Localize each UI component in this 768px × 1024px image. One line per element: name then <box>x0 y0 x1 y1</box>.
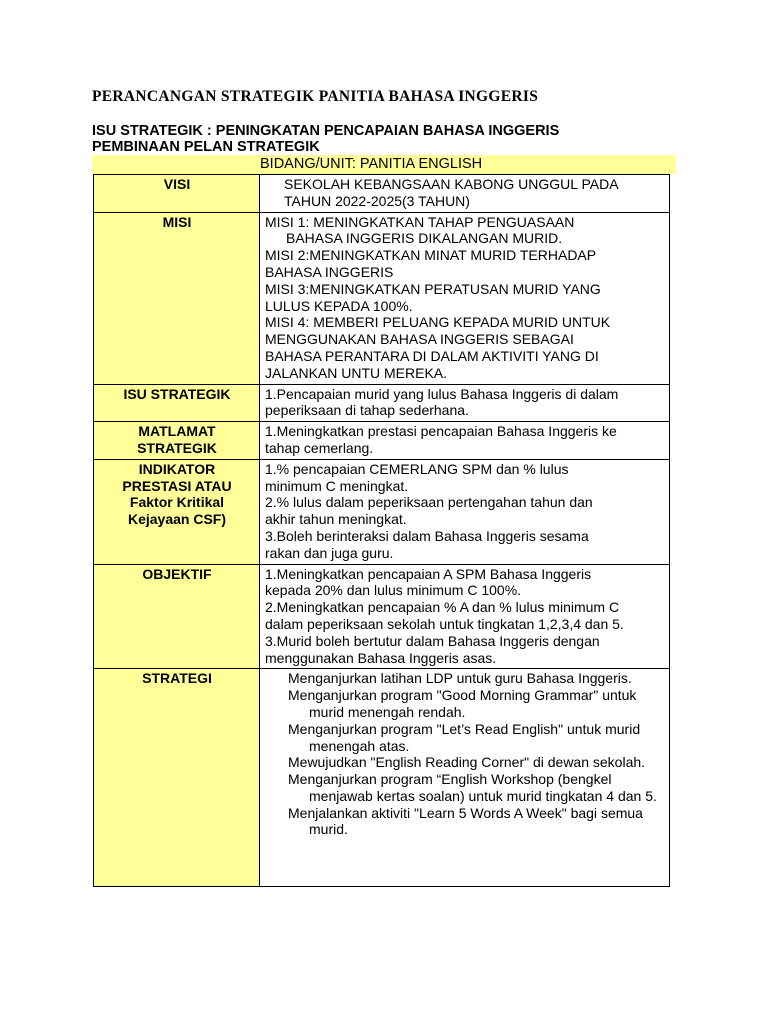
isu-line: peperiksaan di tahap sederhana. <box>265 402 469 419</box>
indikator-line: minimum C meningkat. <box>265 477 409 494</box>
objektif-line: 2.Meningkatkan pencapaian % A dan % lulus minimum C <box>265 599 620 616</box>
row-label-indikator <box>94 459 260 564</box>
matlamat-line: 1.Meningkatkan prestasi pencapaian Bahasa Inggeris ke <box>265 423 617 440</box>
row-content-objektif <box>260 564 670 669</box>
indikator-label-line: PRESTASI ATAU <box>122 477 232 494</box>
objektif-line: menggunakan Bahasa Inggeris asas. <box>265 649 497 666</box>
table-row-strategi <box>94 669 670 887</box>
strategy-item: Menganjurkan program "Good Morning Grammar" untuk murid menengah rendah. <box>288 687 637 720</box>
row-content-visi <box>260 175 670 213</box>
misi-line: MENGGUNAKAN BAHASA INGGERIS SEBAGAI <box>265 331 574 348</box>
visi-line: TAHUN 2022-2025(3 TAHUN) <box>284 192 470 209</box>
misi-line: MISI 3:MENINGKATKAN PERATUSAN MURID YANG <box>265 280 601 297</box>
page-title: PERANCANGAN STRATEGIK PANITIA BAHASA INGGERIS <box>92 88 539 105</box>
indikator-label-line: Faktor Kritikal <box>129 494 225 511</box>
visi-line: SEKOLAH KEBANGSAAN KABONG UNGGUL PADA <box>284 176 619 192</box>
misi-line: MISI 4: MEMBERI PELUANG KEPADA MURID UNTUK <box>265 314 611 331</box>
row-content-matlamat <box>260 422 670 460</box>
misi-line: BAHASA INGGERIS <box>265 263 394 280</box>
row-label-misi: MISI <box>94 212 260 384</box>
row-label-objektif: OBJEKTIF <box>94 564 260 669</box>
strategy-table <box>93 174 670 887</box>
table-row-matlamat <box>94 422 670 460</box>
strategy-item: Menganjurkan program "Let’s Read English" untuk murid menengah atas. <box>288 720 641 754</box>
matlamat-label-line: STRATEGIK <box>137 439 217 456</box>
matlamat-label-line: MATLAMAT <box>138 423 216 440</box>
indikator-label-line: Kejayaan CSF) <box>127 511 227 528</box>
row-label-strategi: STRATEGI <box>94 669 260 887</box>
strategic-issue-heading <box>92 123 559 155</box>
indikator-line: 2.% lulus dalam peperiksaan pertengahan tahun dan <box>265 494 593 511</box>
issue-line-1: ISU STRATEGIK : PENINGKATAN PENCAPAIAN BAHASA INGGERIS <box>92 123 560 139</box>
indikator-line: 3.Boleh berinteraksi dalam Bahasa Inggeris sesama <box>265 527 589 544</box>
row-label-isu-strategik: ISU STRATEGIK <box>94 384 260 422</box>
row-label-matlamat <box>94 422 260 460</box>
row-content-strategi <box>260 669 670 887</box>
strategy-item: Mewujudkan "English Reading Corner" di dewan sekolah. <box>288 754 646 771</box>
matlamat-line: tahap cemerlang. <box>265 439 374 456</box>
objektif-line: 3.Murid boleh bertutur dalam Bahasa Inggeris dengan <box>265 632 600 649</box>
misi-line: BAHASA INGGERIS DIKALANGAN MURID. <box>286 230 563 247</box>
objektif-line: dalam peperiksaan sekolah untuk tingkatan 1,2,3,4 dan 5. <box>265 615 624 632</box>
strategy-item: Menjalankan aktiviti "Learn 5 Words A Week" bagi semua murid. <box>288 804 643 838</box>
unit-banner <box>92 155 676 174</box>
table-row-misi <box>94 212 670 384</box>
row-content-isu-strategik <box>260 384 670 422</box>
indikator-line: rakan dan juga guru. <box>265 544 394 561</box>
objektif-line: kepada 20% dan lulus minimum C 100%. <box>265 582 522 599</box>
indikator-line: akhir tahun meningkat. <box>265 511 407 528</box>
row-content-indikator <box>260 459 670 564</box>
misi-line: MISI 1: MENINGKATKAN TAHAP PENGUASAAN <box>265 213 575 230</box>
table-row-indikator <box>94 459 670 564</box>
misi-line: BAHASA PERANTARA DI DALAM AKTIVITI YANG DI <box>265 347 599 364</box>
objektif-line: 1.Meningkatkan pencapaian A SPM Bahasa Inggeris <box>265 565 592 582</box>
misi-line: JALANKAN UNTU MEREKA. <box>265 364 448 381</box>
issue-line-2: PEMBINAAN PELAN STRATEGIK <box>92 139 320 155</box>
table-row-visi <box>94 175 670 213</box>
strategy-item: Menganjurkan latihan LDP untuk guru Bahasa Inggeris. <box>288 670 632 687</box>
table-row-objektif <box>94 564 670 669</box>
indikator-label-line: INDIKATOR <box>138 460 216 477</box>
unit-label: BIDANG/UNIT: PANITIA ENGLISH <box>260 156 483 172</box>
indikator-line: 1.% pencapaian CEMERLANG SPM dan % lulus <box>265 460 569 477</box>
strategy-item: Menganjurkan program “English Workshop (bengkel menjawab kertas soalan) untuk murid tingkatan 4 dan 5. <box>288 771 657 804</box>
row-label-visi: VISI <box>94 175 260 213</box>
table-row-isu-strategik <box>94 384 670 422</box>
misi-line: MISI 2:MENINGKATKAN MINAT MURID TERHADAP <box>265 247 597 264</box>
misi-line: LULUS KEPADA 100%. <box>265 297 413 314</box>
row-content-misi <box>260 212 670 384</box>
isu-line: 1.Pencapaian murid yang lulus Bahasa Inggeris di dalam <box>265 385 619 402</box>
